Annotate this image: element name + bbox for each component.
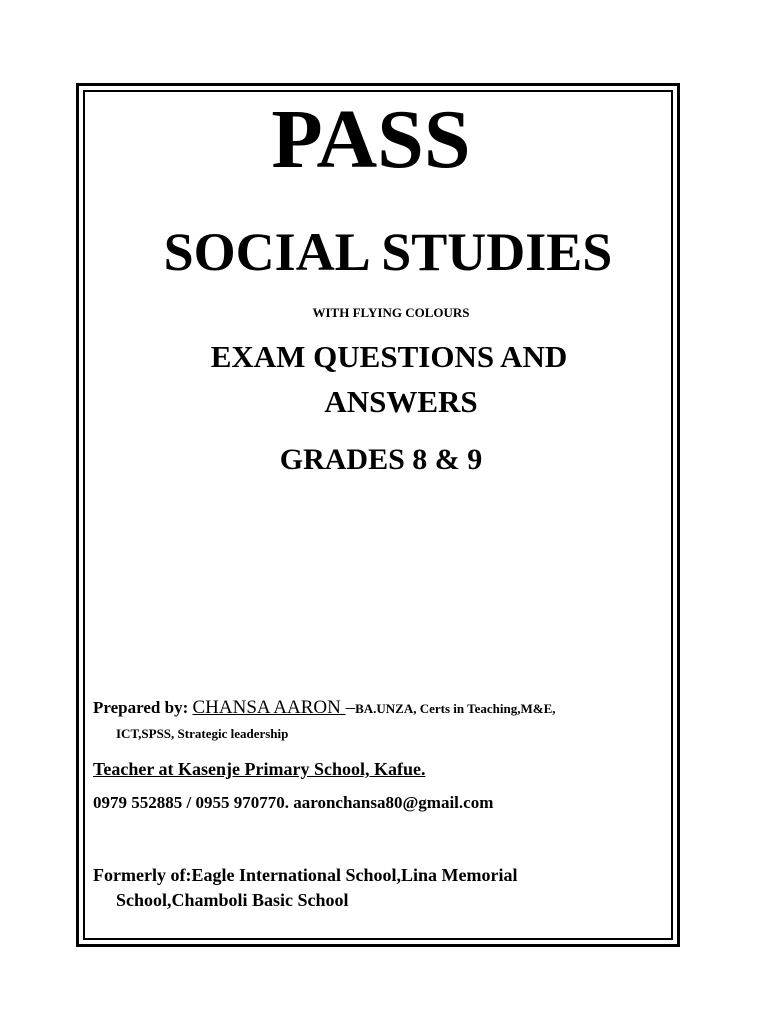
grades-label: GRADES 8 & 9: [279, 443, 483, 476]
heading-line-2: ANSWERS: [324, 384, 478, 419]
author-contact: 0979 552885 / 0955 970770. aaronchansa80@gmail.com: [93, 793, 494, 812]
author-name: CHANSA AARON: [192, 697, 346, 718]
prepared-by-line: [93, 696, 556, 721]
author-credentials: BA.UNZA, Certs in Teaching,M&E,: [355, 701, 556, 716]
heading-line-1: EXAM QUESTIONS AND: [210, 339, 568, 374]
book-title: PASS: [271, 93, 471, 186]
formerly-line-1: Formerly of:Eagle International School,Lina Memorial: [93, 865, 518, 885]
subject-title: SOCIAL STUDIES: [163, 222, 613, 282]
author-credentials-continued: ICT,SPSS, Strategic leadership: [116, 726, 289, 741]
author-dash: –: [345, 697, 356, 718]
prepared-by-label: Prepared by:: [93, 698, 193, 717]
tagline: WITH FLYING COLOURS: [312, 305, 470, 320]
author-position: Teacher at Kasenje Primary School, Kafue.: [93, 759, 426, 779]
formerly-line-2: School,Chamboli Basic School: [116, 890, 349, 910]
